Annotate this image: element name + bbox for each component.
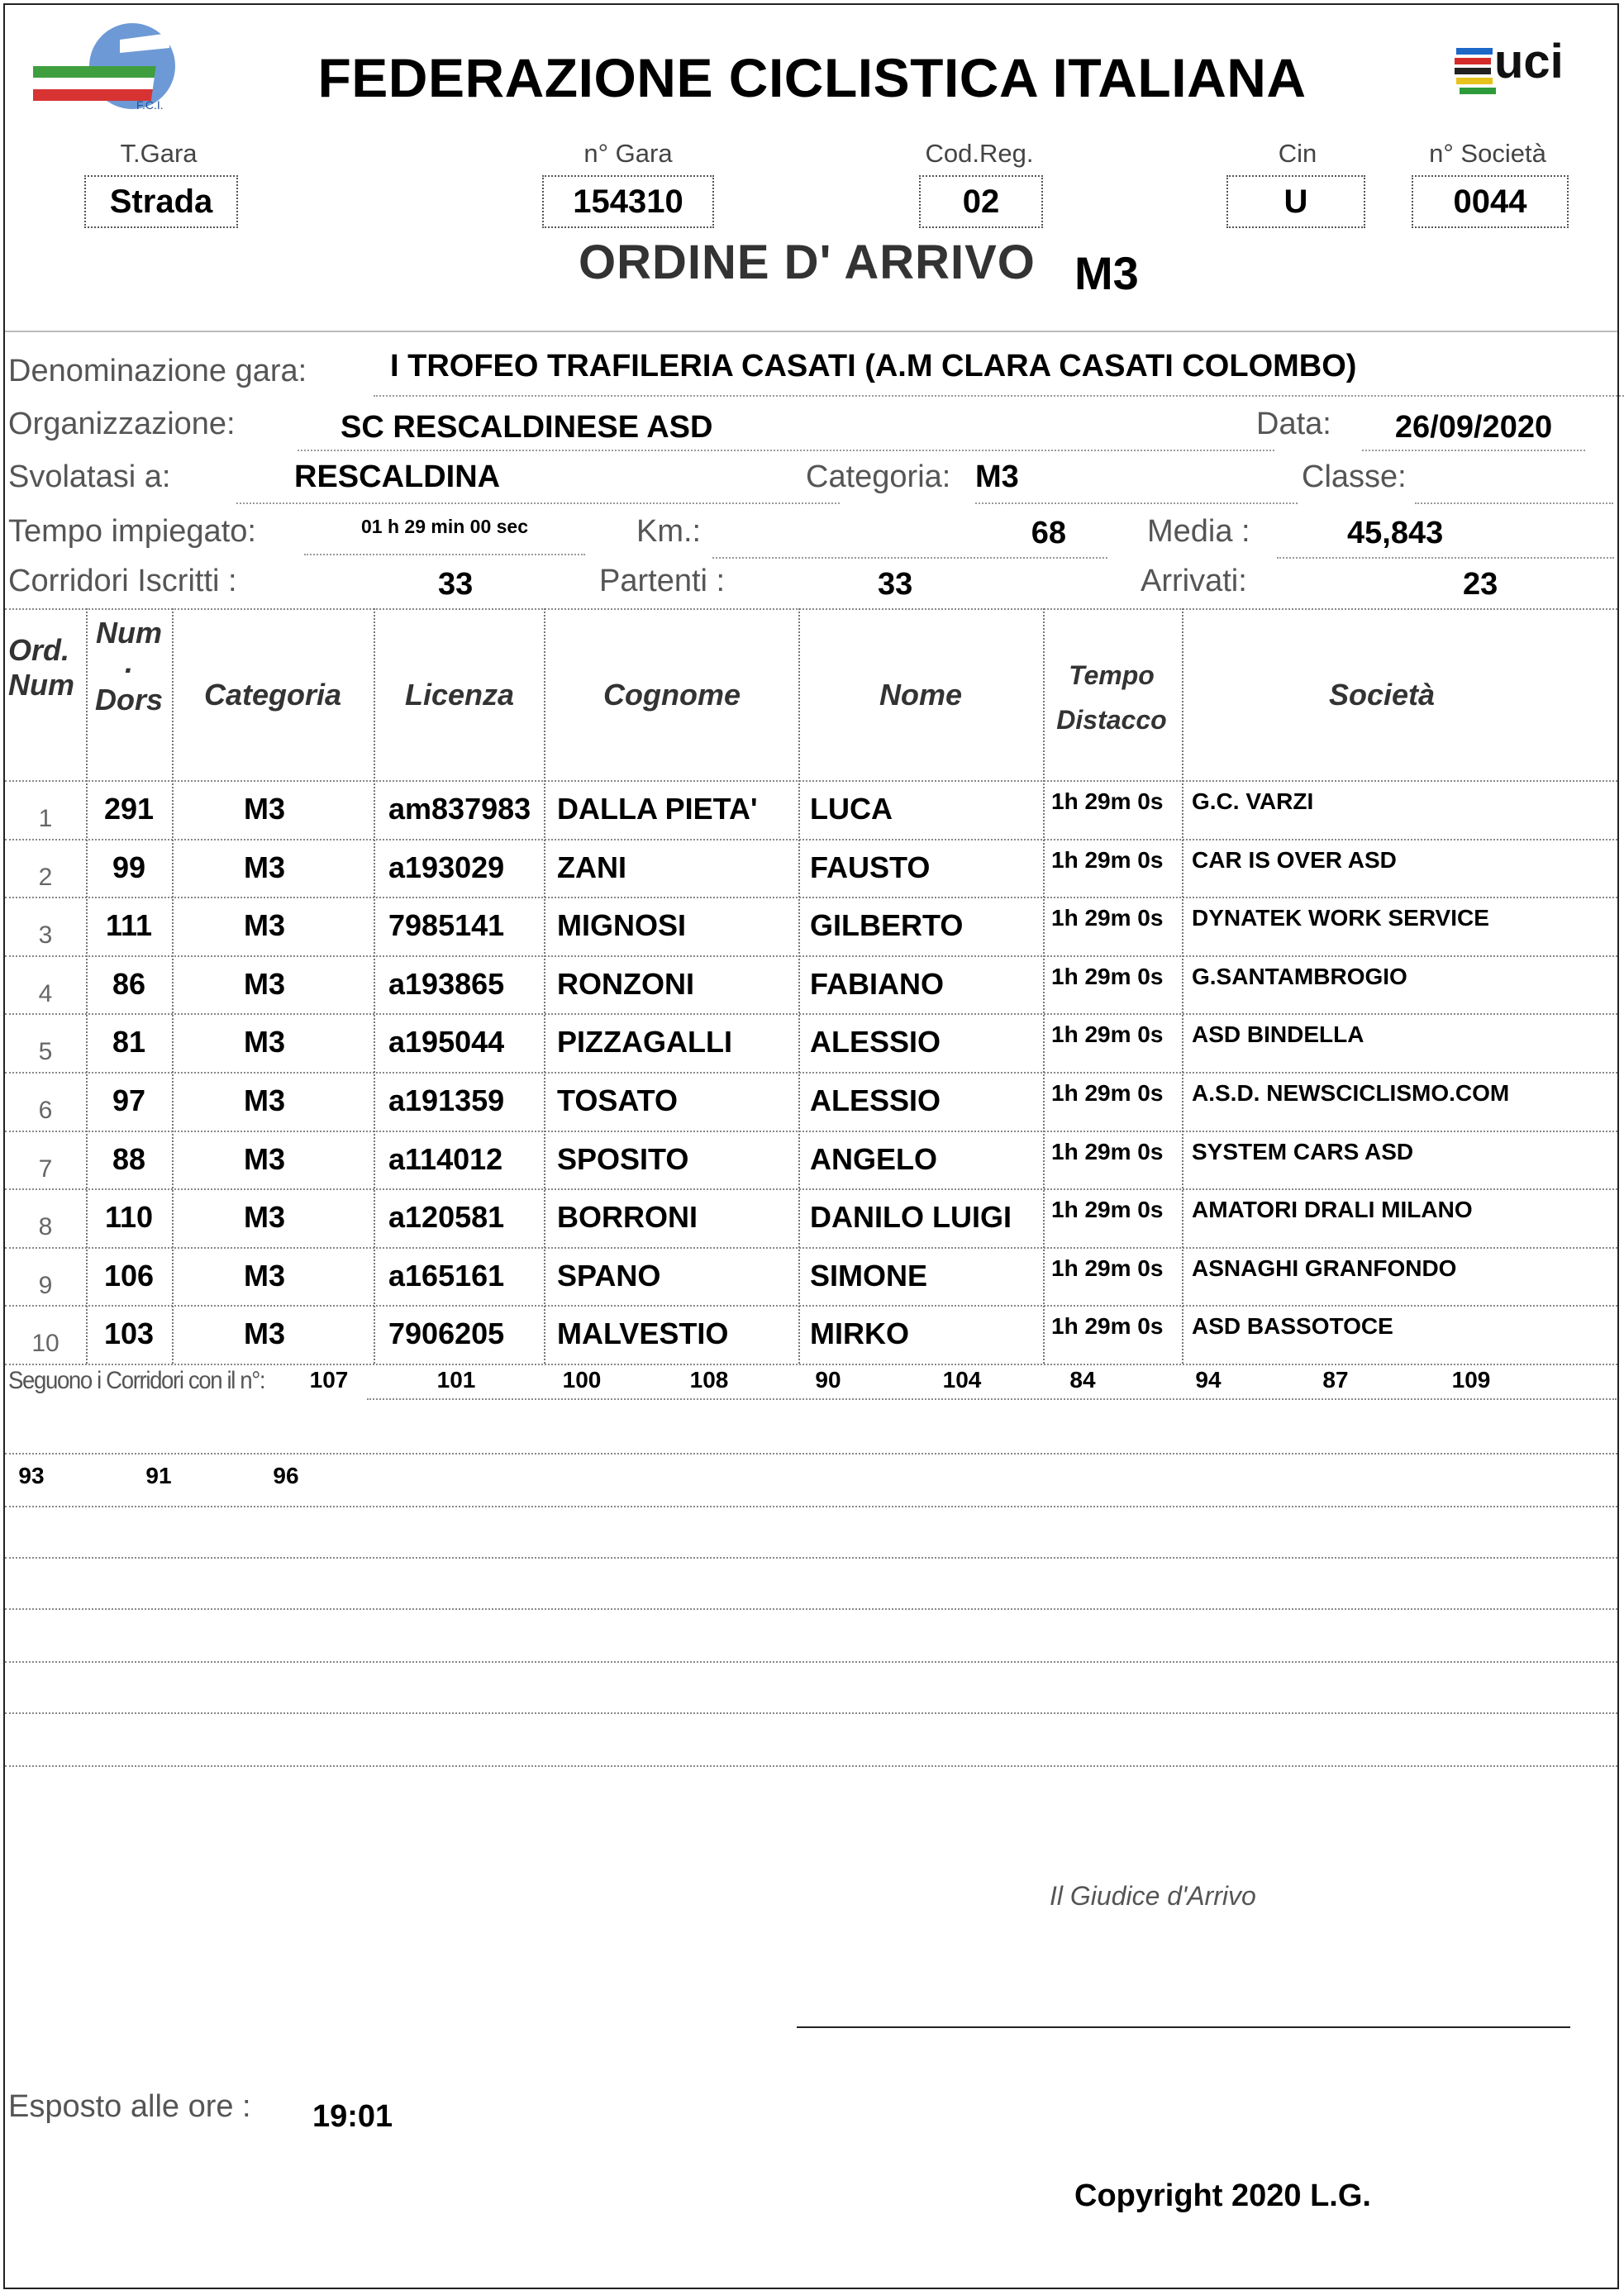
cell-tempo: 1h 29m 0s xyxy=(1051,1080,1164,1106)
column-divider xyxy=(374,608,375,1364)
cell-societa: SYSTEM CARS ASD xyxy=(1192,1138,1414,1164)
organizzazione-value: SC RESCALDINESE ASD xyxy=(298,410,1274,451)
denominazione-value: I TROFEO TRAFILERIA CASATI (A.M CLARA CASATI COLOMBO) xyxy=(374,349,1624,397)
uci-logo-text: uci xyxy=(1494,35,1564,88)
classe-value xyxy=(1415,459,1613,504)
organizzazione-label: Organizzazione: xyxy=(8,407,236,441)
cell-ord: 4 xyxy=(38,979,53,1007)
cell-cognome: MALVESTIO xyxy=(557,1317,729,1351)
cod-reg-box: 02 xyxy=(919,175,1043,228)
cell-tempo: 1h 29m 0s xyxy=(1051,963,1164,989)
cell-licenza: a165161 xyxy=(388,1258,505,1293)
cell-licenza: a114012 xyxy=(388,1141,503,1176)
cell-tempo: 1h 29m 0s xyxy=(1051,1313,1164,1340)
th-categoria: Categoria xyxy=(203,678,342,712)
following-number: 109 xyxy=(1451,1367,1491,1393)
cell-cognome: BORRONI xyxy=(557,1200,698,1235)
following-number: 107 xyxy=(309,1367,349,1393)
fci-logo-text: F.C.I. xyxy=(136,98,164,112)
km-value: 68 xyxy=(712,516,1107,559)
cell-cognome: TOSATO xyxy=(557,1083,679,1117)
cell-categoria: M3 xyxy=(243,1141,285,1176)
categoria-label: Categoria: xyxy=(806,459,951,494)
cell-nome: ANGELO xyxy=(810,1141,938,1176)
t-gara-label: T.Gara xyxy=(120,139,198,168)
cell-tempo: 1h 29m 0s xyxy=(1051,788,1164,814)
th-ord: Ord. Num xyxy=(8,633,74,702)
cell-tempo: 1h 29m 0s xyxy=(1051,846,1164,873)
column-divider xyxy=(1043,608,1045,1364)
t-gara-box: Strada xyxy=(84,175,238,228)
cell-dors: 103 xyxy=(103,1317,155,1351)
th-num-dors: Num . Dors xyxy=(94,616,164,717)
esposto-value: 19:01 xyxy=(312,2099,393,2134)
cell-dors: 110 xyxy=(104,1200,154,1235)
data-value: 26/09/2020 xyxy=(1362,410,1585,451)
following-number: 104 xyxy=(942,1367,982,1393)
cell-ord: 8 xyxy=(38,1213,53,1241)
following-number: 101 xyxy=(436,1367,476,1393)
cin-box: U xyxy=(1226,175,1365,228)
cell-categoria: M3 xyxy=(243,1025,285,1059)
cell-societa: ASNAGHI GRANFONDO xyxy=(1192,1255,1457,1281)
data-label: Data: xyxy=(1256,407,1331,441)
iscritti-value: 33 xyxy=(438,567,474,602)
following-label: Seguono i Corridori con il n°: xyxy=(8,1367,265,1394)
cell-ord: 1 xyxy=(38,805,53,832)
uci-logo xyxy=(1448,20,1588,112)
cell-nome: FABIANO xyxy=(810,966,944,1001)
partenti-label: Partenti : xyxy=(599,564,726,598)
cell-dors: 86 xyxy=(112,966,146,1001)
cell-tempo: 1h 29m 0s xyxy=(1051,1138,1164,1164)
media-value: 45,843 xyxy=(1277,516,1614,559)
following-number: 91 xyxy=(145,1463,172,1488)
cell-tempo: 1h 29m 0s xyxy=(1051,1255,1164,1281)
cell-nome: DANILO LUIGI xyxy=(810,1200,1012,1235)
th-cognome: Cognome xyxy=(603,678,741,712)
cell-societa: DYNATEK WORK SERVICE xyxy=(1192,905,1489,931)
copyright: Copyright 2020 L.G. xyxy=(1074,2178,1371,2213)
categoria-value: M3 xyxy=(975,459,1298,504)
cell-dors: 99 xyxy=(112,850,146,884)
cell-ord: 3 xyxy=(38,921,53,950)
cell-societa: A.S.D. NEWSCICLISMO.COM xyxy=(1192,1080,1510,1106)
cell-licenza: a193865 xyxy=(388,966,505,1001)
cell-societa: G.C. VARZI xyxy=(1192,788,1314,814)
column-divider xyxy=(172,608,174,1364)
cell-licenza: 7985141 xyxy=(388,908,505,943)
column-divider xyxy=(1182,608,1183,1364)
svolatasi-value: RESCALDINA xyxy=(236,459,840,504)
cell-cognome: MIGNOSI xyxy=(557,908,687,943)
cell-cognome: ZANI xyxy=(557,850,626,884)
cell-ord: 5 xyxy=(38,1038,53,1066)
cell-categoria: M3 xyxy=(243,1083,285,1117)
n-societa-box: 0044 xyxy=(1412,175,1569,228)
cell-cognome: SPOSITO xyxy=(557,1141,689,1176)
cell-societa: G.SANTAMBROGIO xyxy=(1192,963,1407,989)
cell-categoria: M3 xyxy=(243,850,285,884)
cell-ord: 7 xyxy=(38,1155,53,1183)
th-societa: Società xyxy=(1328,678,1436,712)
column-divider xyxy=(798,608,800,1364)
tempo-label: Tempo impiegato: xyxy=(8,514,256,549)
arrivati-value: 23 xyxy=(1463,567,1498,602)
following-number: 108 xyxy=(689,1367,729,1393)
ordine-arrivo-heading: ORDINE D' ARRIVO xyxy=(579,236,1036,289)
n-gara-box: 154310 xyxy=(542,175,714,228)
cell-nome: GILBERTO xyxy=(810,908,964,943)
cell-categoria: M3 xyxy=(243,1200,285,1235)
cell-dors: 111 xyxy=(105,908,153,943)
following-number: 93 xyxy=(18,1463,45,1488)
following-number: 90 xyxy=(815,1367,841,1393)
column-divider xyxy=(544,608,545,1364)
following-number: 84 xyxy=(1069,1367,1096,1393)
cell-societa: ASD BINDELLA xyxy=(1192,1021,1364,1048)
giudice-label: Il Giudice d'Arrivo xyxy=(1050,1881,1256,1911)
following-number: 94 xyxy=(1195,1367,1222,1393)
cell-licenza: a120581 xyxy=(388,1200,505,1235)
cell-ord: 9 xyxy=(38,1271,53,1299)
cell-licenza: a191359 xyxy=(388,1083,505,1117)
cell-nome: SIMONE xyxy=(810,1258,928,1293)
cin-label: Cin xyxy=(1278,139,1317,168)
cell-dors: 81 xyxy=(112,1025,146,1059)
cell-cognome: PIZZAGALLI xyxy=(557,1025,732,1059)
cell-nome: FAUSTO xyxy=(810,850,931,884)
denominazione-label: Denominazione gara: xyxy=(8,354,307,388)
cell-categoria: M3 xyxy=(243,1258,285,1293)
cell-dors: 88 xyxy=(112,1141,146,1176)
cell-ord: 2 xyxy=(38,863,53,891)
cell-ord: 10 xyxy=(31,1330,60,1358)
cell-cognome: RONZONI xyxy=(557,966,694,1001)
km-label: Km.: xyxy=(636,514,702,549)
cell-categoria: M3 xyxy=(243,792,285,826)
cell-licenza: 7906205 xyxy=(388,1317,505,1351)
following-number: 100 xyxy=(562,1367,602,1393)
arrivati-label: Arrivati: xyxy=(1141,564,1247,598)
cell-dors: 97 xyxy=(112,1083,146,1117)
cell-cognome: DALLA PIETA' xyxy=(557,792,758,826)
cell-dors: 291 xyxy=(103,792,155,826)
cell-licenza: am837983 xyxy=(388,792,531,826)
cell-nome: LUCA xyxy=(810,792,893,826)
th-tempo-distacco: Tempo Distacco xyxy=(1056,660,1167,735)
cell-societa: CAR IS OVER ASD xyxy=(1192,846,1397,873)
cell-nome: ALESSIO xyxy=(810,1025,941,1059)
cell-societa: ASD BASSOTOCE xyxy=(1192,1313,1393,1340)
classe-label: Classe: xyxy=(1302,459,1407,494)
following-number: 87 xyxy=(1322,1367,1349,1393)
n-societa-label: n° Società xyxy=(1429,139,1546,168)
cell-categoria: M3 xyxy=(243,908,285,943)
page-title: FEDERAZIONE CICLISTICA ITALIANA xyxy=(317,47,1307,108)
partenti-value: 33 xyxy=(878,567,913,602)
cell-dors: 106 xyxy=(103,1258,155,1293)
cod-reg-label: Cod.Reg. xyxy=(925,139,1034,168)
iscritti-label: Corridori Iscritti : xyxy=(8,564,237,598)
esposto-label: Esposto alle ore : xyxy=(8,2089,251,2124)
cell-cognome: SPANO xyxy=(557,1258,661,1293)
cell-tempo: 1h 29m 0s xyxy=(1051,1197,1164,1223)
cell-societa: AMATORI DRALI MILANO xyxy=(1192,1197,1473,1223)
category-tag: M3 xyxy=(1074,247,1139,299)
media-label: Media : xyxy=(1147,514,1250,549)
cell-tempo: 1h 29m 0s xyxy=(1051,1021,1164,1048)
cell-tempo: 1h 29m 0s xyxy=(1051,905,1164,931)
signature-line xyxy=(797,2026,1570,2028)
following-number: 96 xyxy=(273,1463,299,1488)
cell-ord: 6 xyxy=(38,1097,53,1124)
cell-licenza: a193029 xyxy=(388,850,505,884)
cell-nome: ALESSIO xyxy=(810,1083,941,1117)
th-licenza: Licenza xyxy=(404,678,515,712)
svolatasi-label: Svolatasi a: xyxy=(8,459,171,494)
n-gara-label: n° Gara xyxy=(583,139,673,168)
tempo-value: 01 h 29 min 00 sec xyxy=(304,516,585,555)
cell-categoria: M3 xyxy=(243,1317,285,1351)
th-nome: Nome xyxy=(879,678,963,712)
cell-nome: MIRKO xyxy=(810,1317,909,1351)
cell-categoria: M3 xyxy=(243,966,285,1001)
cell-licenza: a195044 xyxy=(388,1025,505,1059)
column-divider xyxy=(86,608,88,1364)
